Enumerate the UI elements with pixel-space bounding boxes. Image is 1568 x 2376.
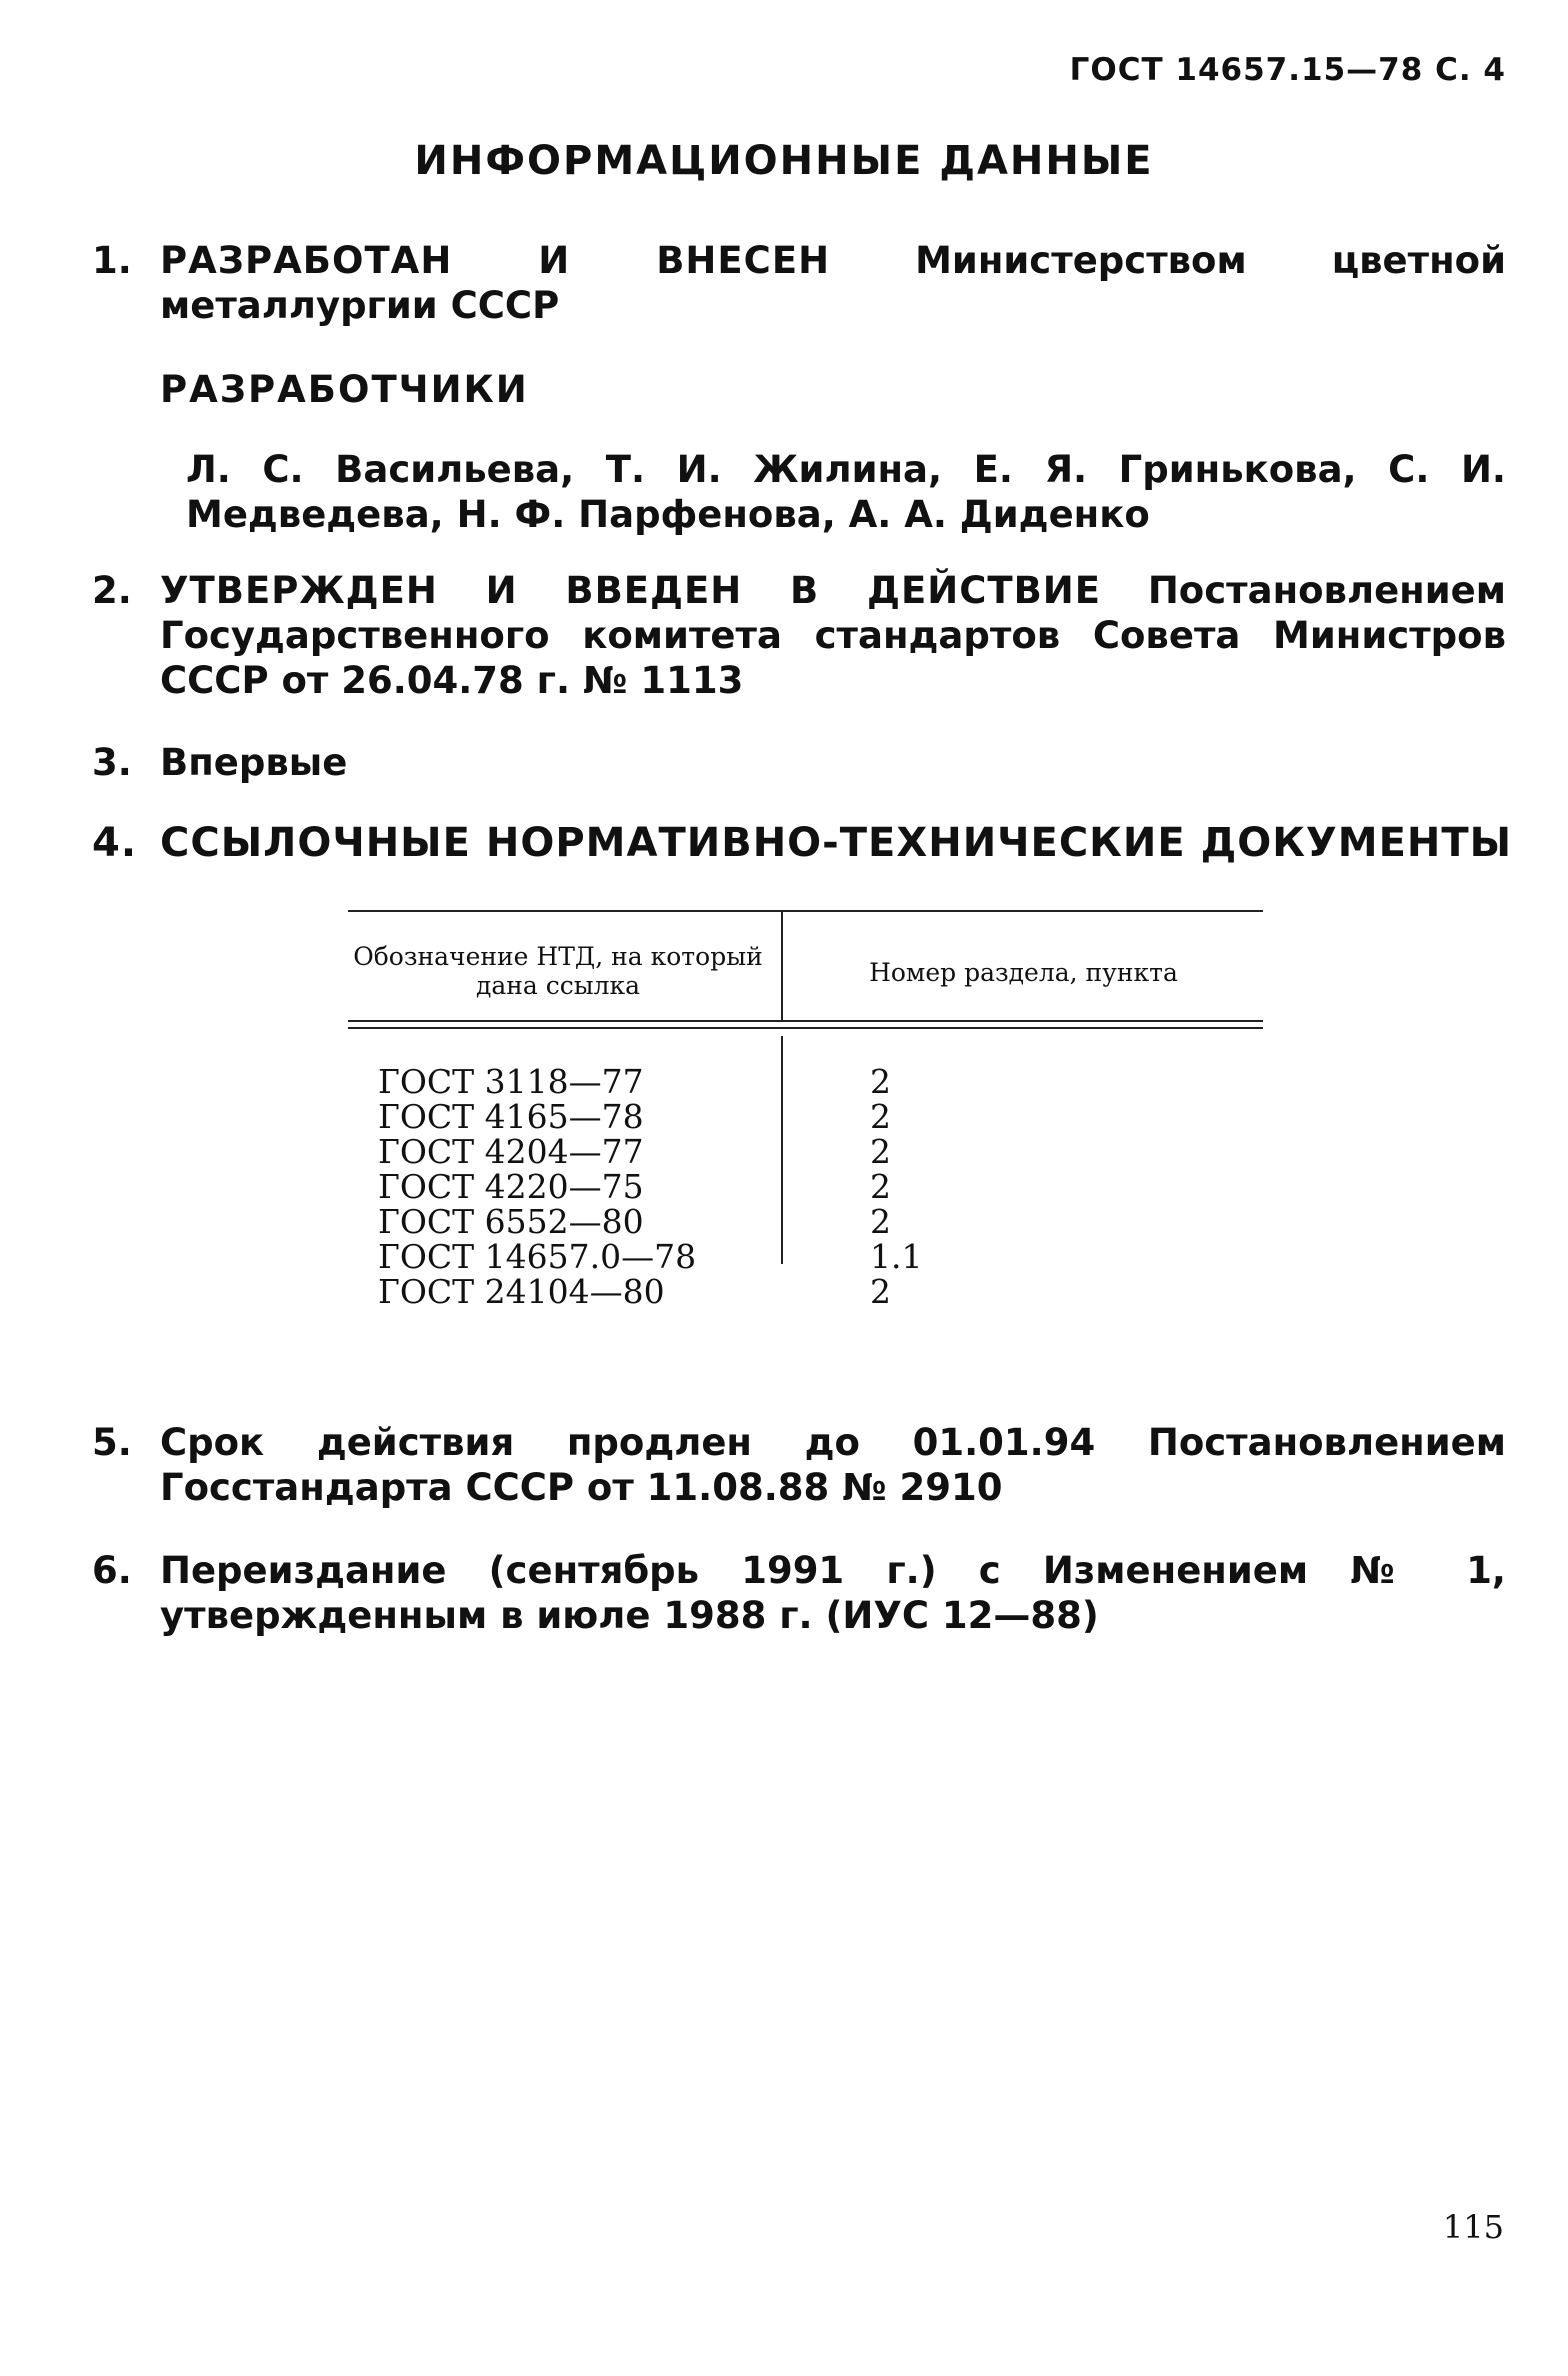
item-number: 1. bbox=[92, 239, 132, 282]
info-item-2 bbox=[92, 568, 1506, 703]
info-item-1 bbox=[92, 238, 1506, 328]
page-title: ИНФОРМАЦИОННЫЕ ДАННЫЕ bbox=[414, 138, 1154, 184]
item-caps-label: УТВЕРЖДЕН И ВВЕДЕН В ДЕЙСТВИЕ bbox=[160, 569, 1102, 612]
item-text: Впервые bbox=[160, 741, 348, 784]
table-cell-section: 2 bbox=[870, 1272, 891, 1311]
developers-list: Л. С. Васильева, Т. И. Жилина, Е. Я. Гринькова, С. И. Медведева, Н. Ф. Парфенова, А. А. Диденко bbox=[186, 448, 1506, 536]
table-cell-section: 2 bbox=[870, 1062, 891, 1101]
item-caps-label: РАЗРАБОТАН И ВНЕСЕН bbox=[160, 239, 831, 282]
table-cell-doc: ГОСТ 4165—78 bbox=[378, 1097, 644, 1136]
table-cell-section: 2 bbox=[870, 1167, 891, 1206]
info-item-6 bbox=[92, 1548, 1506, 1638]
item-number: 2. bbox=[92, 569, 132, 612]
info-item-5 bbox=[92, 1420, 1506, 1510]
doc-column bbox=[378, 1064, 696, 1309]
item-number: 3. bbox=[92, 741, 132, 784]
developers-heading: РАЗРАБОТЧИКИ bbox=[160, 368, 529, 411]
page-number: 115 bbox=[1442, 2208, 1504, 2246]
table-cell-doc: ГОСТ 4204—77 bbox=[378, 1132, 644, 1171]
item-number: 5. bbox=[92, 1421, 132, 1464]
column-header-section: Номер раздела, пункта bbox=[869, 958, 1178, 987]
info-item-3 bbox=[92, 740, 1506, 785]
item-text: Срок действия продлен до 01.01.94 Постановлением Госстандарта СССР от 11.08.88 № 2910 bbox=[160, 1421, 1506, 1509]
header-double-rule-lower bbox=[348, 1027, 1263, 1029]
item-text: Переиздание (сентябрь 1991 г.) с Изменением № 1, утвержденным в июле 1988 г. (ИУС 12—88) bbox=[160, 1549, 1506, 1637]
column-header-doc: Обозначение НТД, на который дана ссылка bbox=[353, 942, 763, 1000]
table-cell-doc: ГОСТ 14657.0—78 bbox=[378, 1237, 697, 1276]
item-text: Министерством цветной металлургии СССР bbox=[160, 239, 1506, 327]
table-cell-doc: ГОСТ 3118—77 bbox=[378, 1062, 644, 1101]
table-cell-doc: ГОСТ 6552—80 bbox=[378, 1202, 644, 1241]
header-divider bbox=[781, 910, 783, 1020]
section-column bbox=[870, 1064, 922, 1309]
document-reference: ГОСТ 14657.15—78 С. 4 bbox=[1069, 52, 1506, 88]
table-cell-section: 2 bbox=[870, 1132, 891, 1171]
table-cell-doc: ГОСТ 24104—80 bbox=[378, 1272, 665, 1311]
item-number: 6. bbox=[92, 1549, 132, 1592]
references-title: ССЫЛОЧНЫЕ НОРМАТИВНО-ТЕХНИЧЕСКИЕ ДОКУМЕНТЫ bbox=[160, 820, 1513, 866]
references-heading bbox=[92, 820, 1512, 866]
item-text: Постановлением Государственного комитета стандартов Совета Министров СССР от 26.04.78 г. № 1113 bbox=[160, 569, 1506, 702]
table-cell-section: 2 bbox=[870, 1202, 891, 1241]
references-table bbox=[348, 910, 1263, 1355]
table-top-rule bbox=[348, 910, 1263, 912]
table-cell-doc: ГОСТ 4220—75 bbox=[378, 1167, 644, 1206]
header-double-rule bbox=[348, 1020, 1263, 1022]
table-cell-section: 2 bbox=[870, 1097, 891, 1136]
item-number: 4. bbox=[92, 820, 138, 866]
table-cell-section: 1.1 bbox=[870, 1237, 923, 1276]
body-divider bbox=[781, 1036, 783, 1264]
